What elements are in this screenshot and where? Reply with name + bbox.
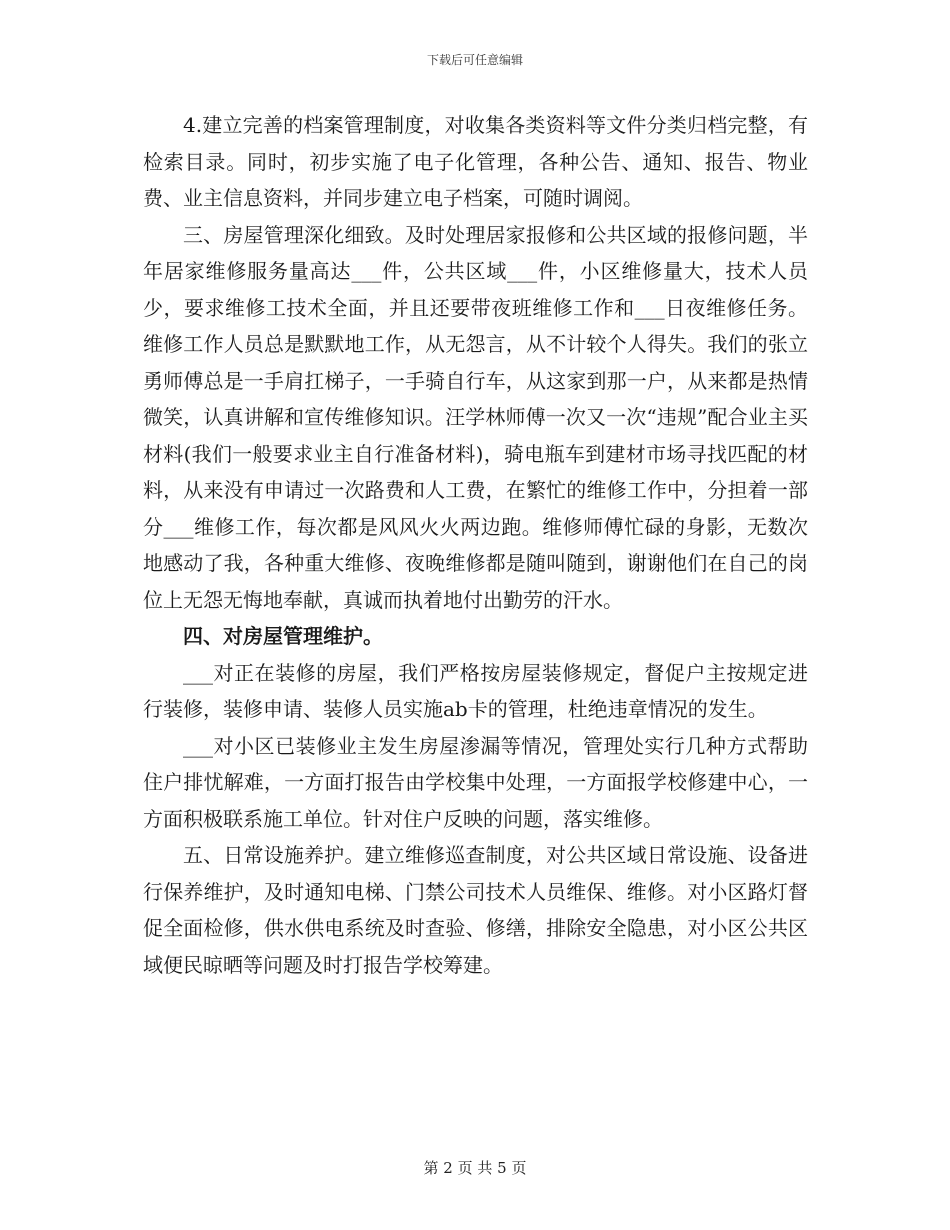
paragraph-leakage: ___对小区已装修业主发生房屋渗漏等情况，管理处实行几种方式帮助住户排忧解难，一方面打报告由学校集中处理，一方面报学校修建中心，一方面积极联系施工单位。针对住户反映的问题，落实维修。 bbox=[143, 733, 808, 831]
document-body bbox=[143, 107, 808, 983]
paragraph-house-management: 三、房屋管理深化细致。及时处理居家报修和公共区域的报修问题，半年居家维修服务量高达___件，公共区域___件，小区维修量大，技术人员少，要求维修工技术全面，并且还要带夜班维修工作和___日夜维修任务。维修工作人员总是默默地工作，从无怨言，从不计较个人得失。我们的张立勇师傅总是一手肩扛梯子，一手骑自行车，从这家到那一户，从来都是热情微笑，认真讲解和宣传维修知识。汪学林师傅一次又一次“违规”配合业主买材料(我们一般要求业主自行准备材料)，骑电瓶车到建材市场寻找匹配的材料，从来没有申请过一次路费和人工费，在繁忙的维修工作中，分担着一部分___维修工作，每次都是风风火火两边跑。维修师傅忙碌的身影，无数次地感动了我，各种重大维修、夜晚维修都是随叫随到，谢谢他们在自己的岗位上无怨无悔地奉献，真诚而执着地付出勤劳的汗水。 bbox=[143, 222, 808, 612]
paragraph-archive-management: 4.建立完善的档案管理制度，对收集各类资料等文件分类归档完整，有检索目录。同时，初步实施了电子化管理，各种公告、通知、报告、物业费、业主信息资料，并同步建立电子档案，可随时调阅。 bbox=[143, 113, 808, 210]
page-header-note: 下载后可任意编辑 bbox=[426, 53, 523, 67]
paragraph-renovation: ___对正在装修的房屋，我们严格按房屋装修规定，督促户主按规定进行装修，装修申请、装修人员实施ab卡的管理，杜绝违章情况的发生。 bbox=[143, 660, 808, 721]
page-footer-number: 第 2 页 共 5 页 bbox=[423, 1159, 527, 1177]
paragraph-facility-maintenance: 五、日常设施养护。建立维修巡查制度，对公共区域日常设施、设备进行保养维护，及时通知电梯、门禁公司技术人员维保、维修。对小区路灯督促全面检修，供水供电系统及时查验、修缮，排除安全隐患，对小区公共区域便民晾晒等问题及时打报告学校筹建。 bbox=[143, 843, 808, 977]
section-heading-maintenance: 四、对房屋管理维护。 bbox=[183, 624, 383, 648]
